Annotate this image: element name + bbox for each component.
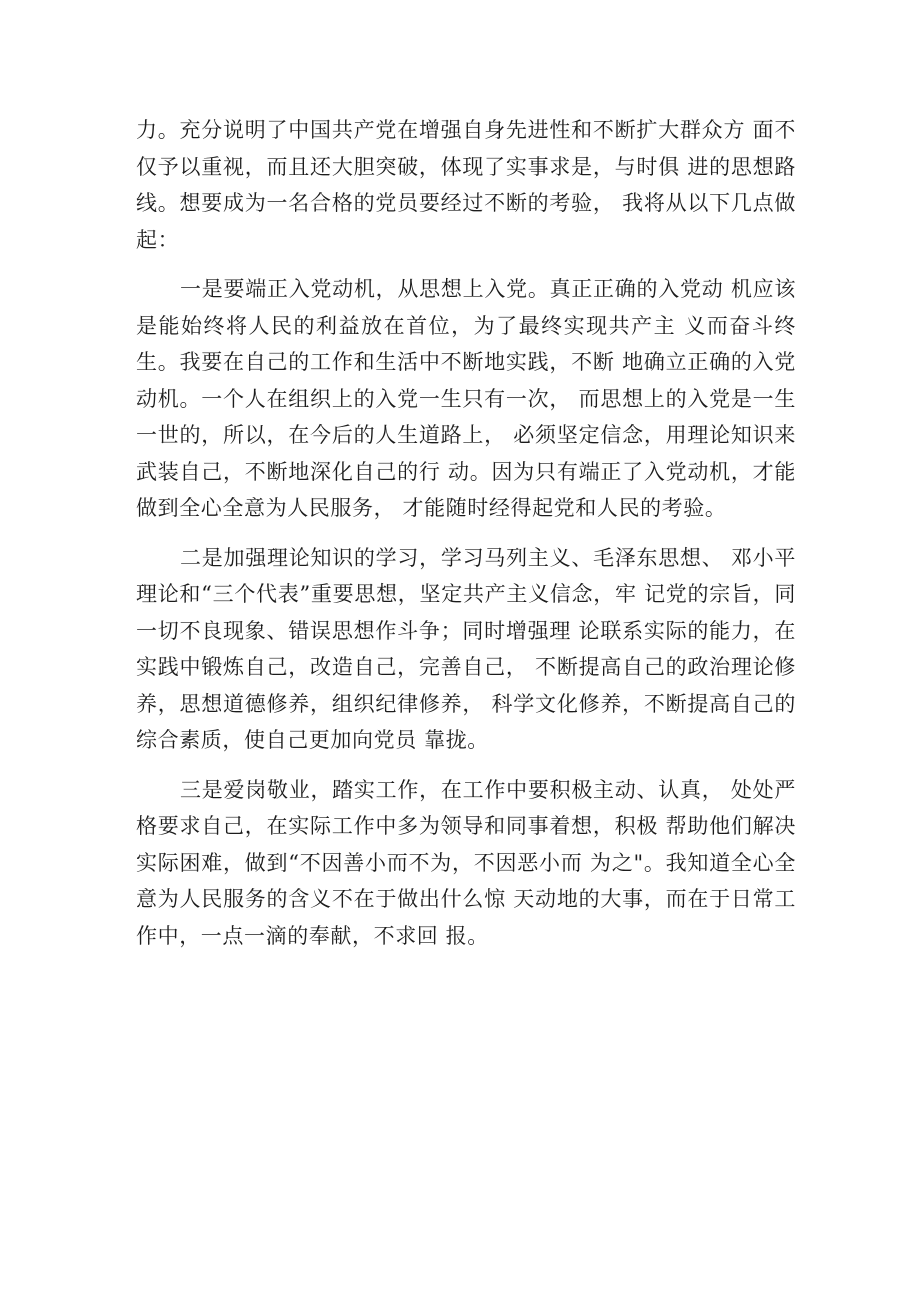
paragraph-continuation: 力。充分说明了中国共产党在增强自身先进性和不断扩大群众方 面不仅予以重视，而且还大胆突破，体现了实事求是，与时俱 进的思想路线。想要成为一名合格的党员要经过不断的考验， 我将从以下几点做起： [136, 118, 796, 252]
paragraph-theory-study: 二是加强理论知识的学习，学习马列主义、毛泽东思想、 邓小平理论和“三个代表”重要思想，坚定共产主义信念，牢 记党的宗旨，同一切不良现象、错误思想作斗争；同时增强理 论联系实际的能力，在实践中锻炼自己，改造自己，完善自己， 不断提高自己的政治理论修养，思想道德修养，组织纪律修养， 科学文化修养，不断提高自己的综合素质，使自己更加向党员 靠拢。 [136, 545, 796, 752]
paragraph-motivation: 一是要端正入党动机，从思想上入党。真正正确的入党动 机应该是能始终将人民的利益放在首位，为了最终实现共产主 义而奋斗终生。我要在自己的工作和生活中不断地实践，不断 地确立正确的入党动机。一个人在组织上的入党一生只有一次， 而思想上的入党是一生一世的，所以，在今后的人生道路上， 必须坚定信念，用理论知识来武装自己，不断地深化自己的行 动。因为只有端正了入党动机，才能做到全心全意为人民服务， 才能随时经得起党和人民的考验。 [136, 277, 796, 520]
paragraph-work-dedication: 三是爱岗敬业，踏实工作，在工作中要积极主动、认真， 处处严格要求自己，在实际工作中多为领导和同事着想，积极 帮助他们解决实际困难，做到“不因善小而不为，不因恶小而 为之"。我知道全心全意为人民服务的含义不在于做出什么惊 天动地的大事，而在于日常工作中，一点一滴的奉献，不求回 报。 [136, 777, 796, 948]
document-body [136, 112, 796, 967]
